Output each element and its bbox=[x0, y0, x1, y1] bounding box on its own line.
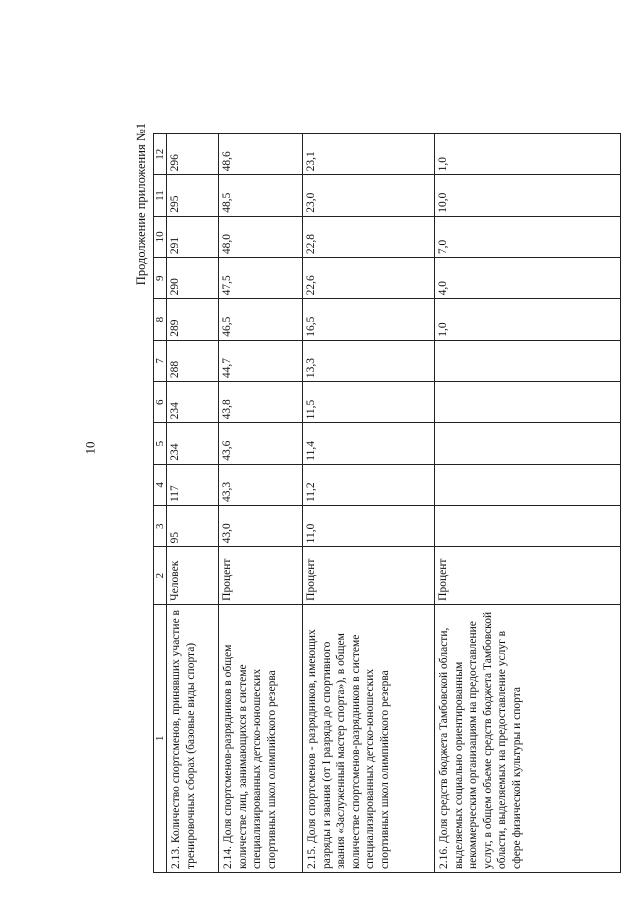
page-number: 10 bbox=[82, 441, 98, 455]
value-cell: 1,0 bbox=[435, 299, 621, 340]
value-cell: 11,2 bbox=[303, 464, 435, 505]
header-cell: 3 bbox=[154, 506, 167, 547]
value-cell: 13,3 bbox=[303, 340, 435, 381]
rotated-page-content bbox=[130, 68, 630, 878]
value-cell bbox=[435, 423, 621, 464]
value-cell: 43,3 bbox=[219, 464, 303, 505]
header-cell: 1 bbox=[154, 604, 167, 872]
value-cell: 43,6 bbox=[219, 423, 303, 464]
value-cell: 46,5 bbox=[219, 299, 303, 340]
value-cell: 1,0 bbox=[435, 134, 621, 175]
indicator-cell: 2.13. Количество спортсменов, принявших участие в тренировочных сборах (базовые виды спорта) bbox=[167, 604, 219, 872]
header-cell: 5 bbox=[154, 423, 167, 464]
value-cell: 291 bbox=[167, 216, 219, 257]
value-cell: 95 bbox=[167, 506, 219, 547]
value-cell: 22,6 bbox=[303, 258, 435, 299]
value-cell: 296 bbox=[167, 134, 219, 175]
value-cell: 11,5 bbox=[303, 382, 435, 423]
value-cell bbox=[435, 382, 621, 423]
value-cell: 11,4 bbox=[303, 423, 435, 464]
unit-cell: Человек bbox=[167, 547, 219, 604]
value-cell: 7,0 bbox=[435, 216, 621, 257]
value-cell: 22,8 bbox=[303, 216, 435, 257]
unit-cell: Процент bbox=[435, 547, 621, 604]
indicator-cell: 2.16. Доля средств бюджета Тамбовской области, выделяемых социально ориентированным некоммерческим организациям на предоставление услуг, в общем объеме средств бюджета Тамбовской области, выделяемых на предоставление услуг в сфере физической культуры и спорта bbox=[435, 604, 621, 872]
unit-cell: Процент bbox=[219, 547, 303, 604]
value-cell: 16,5 bbox=[303, 299, 435, 340]
indicator-cell: 2.14. Доля спортсменов-разрядников в общем количестве лиц, занимающихся в системе специализированных детско-юношеских спортивных школ олимпийского резерва bbox=[219, 604, 303, 872]
value-cell: 48,5 bbox=[219, 175, 303, 216]
header-cell: 12 bbox=[154, 134, 167, 175]
value-cell: 295 bbox=[167, 175, 219, 216]
value-cell: 43,0 bbox=[219, 506, 303, 547]
value-cell bbox=[435, 464, 621, 505]
value-cell bbox=[435, 340, 621, 381]
value-cell bbox=[435, 506, 621, 547]
header-cell: 7 bbox=[154, 340, 167, 381]
header-cell: 8 bbox=[154, 299, 167, 340]
indicator-cell: 2.15. Доля спортсменов - разрядников, имеющих разряды и звания (от I разряда до спортивного звания «Заслуженный мастер спорта»), в общем количестве спортсменов-разрядников в системе специализированных детско-юношеских спортивных школ олимпийского резерва bbox=[303, 604, 435, 872]
header-cell: 6 bbox=[154, 382, 167, 423]
value-cell: 48,6 bbox=[219, 134, 303, 175]
value-cell: 288 bbox=[167, 340, 219, 381]
header-cell: 2 bbox=[154, 547, 167, 604]
unit-cell: Процент bbox=[303, 547, 435, 604]
value-cell: 23,1 bbox=[303, 134, 435, 175]
value-cell: 43,8 bbox=[219, 382, 303, 423]
value-cell: 234 bbox=[167, 382, 219, 423]
header-cell: 10 bbox=[154, 216, 167, 257]
appendix-caption: Продолжение приложения №1 bbox=[134, 123, 148, 286]
value-cell: 11,0 bbox=[303, 506, 435, 547]
indicators-table bbox=[153, 133, 621, 873]
header-cell: 4 bbox=[154, 464, 167, 505]
value-cell: 10,0 bbox=[435, 175, 621, 216]
value-cell: 289 bbox=[167, 299, 219, 340]
value-cell: 44,7 bbox=[219, 340, 303, 381]
table-row bbox=[219, 134, 303, 873]
header-cell: 9 bbox=[154, 258, 167, 299]
value-cell: 234 bbox=[167, 423, 219, 464]
value-cell: 23,0 bbox=[303, 175, 435, 216]
table-row bbox=[303, 134, 435, 873]
value-cell: 4,0 bbox=[435, 258, 621, 299]
table-row bbox=[167, 134, 219, 873]
header-cell: 11 bbox=[154, 175, 167, 216]
value-cell: 290 bbox=[167, 258, 219, 299]
value-cell: 117 bbox=[167, 464, 219, 505]
value-cell: 48,0 bbox=[219, 216, 303, 257]
table-row bbox=[435, 134, 621, 873]
value-cell: 47,5 bbox=[219, 258, 303, 299]
header-row bbox=[154, 134, 167, 873]
